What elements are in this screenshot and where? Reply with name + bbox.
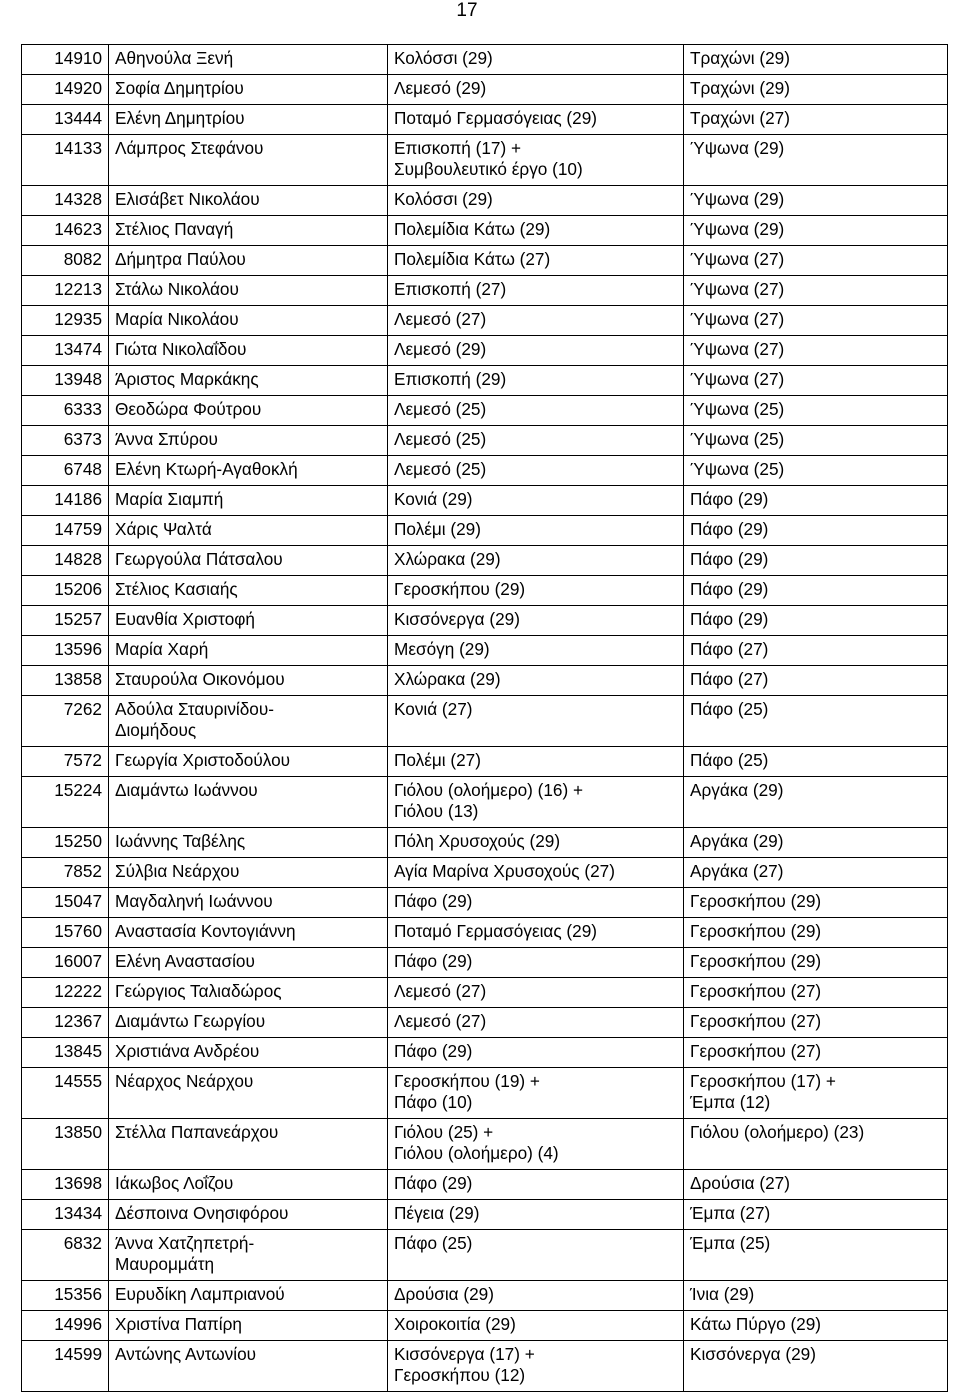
table-row: [22, 978, 948, 1008]
current-school-cell: Λεμεσό (29): [388, 336, 684, 366]
employee-id-cell: 6333: [22, 396, 109, 426]
table-row: [22, 216, 948, 246]
table-row: [22, 105, 948, 135]
teacher-name-cell: Αθηνούλα Ξενή: [109, 45, 388, 75]
new-school-cell: Ύψωνα (27): [684, 246, 948, 276]
current-school-cell: Λεμεσό (27): [388, 978, 684, 1008]
table-row: [22, 1281, 948, 1311]
employee-id-cell: 13948: [22, 366, 109, 396]
new-school-cell: Γιόλου (ολοήμερο) (23): [684, 1119, 948, 1170]
teacher-name-cell: Σταυρούλα Οικονόμου: [109, 666, 388, 696]
employee-id-cell: 12213: [22, 276, 109, 306]
new-school-cell: Γεροσκήπου (29): [684, 948, 948, 978]
teacher-name-cell: Αναστασία Κοντογιάννη: [109, 918, 388, 948]
teacher-name-cell: Ευανθία Χριστοφή: [109, 606, 388, 636]
new-school-cell: Πάφο (29): [684, 516, 948, 546]
current-school-cell: Κολόσσι (29): [388, 186, 684, 216]
table-row: [22, 246, 948, 276]
table-row: [22, 918, 948, 948]
employee-id-cell: 13596: [22, 636, 109, 666]
employee-id-cell: 14133: [22, 135, 109, 186]
new-school-cell: Ύψωνα (25): [684, 396, 948, 426]
teacher-name-cell: Μαρία Νικολάου: [109, 306, 388, 336]
employee-id-cell: 12222: [22, 978, 109, 1008]
employee-id-cell: 7572: [22, 747, 109, 777]
teacher-name-cell: Χριστίνα Παπίρη: [109, 1311, 388, 1341]
table-row: [22, 1230, 948, 1281]
employee-id-cell: 15356: [22, 1281, 109, 1311]
table-row: [22, 1068, 948, 1119]
employee-id-cell: 14920: [22, 75, 109, 105]
teacher-name-cell: Αδούλα Σταυρινίδου- Διομήδους: [109, 696, 388, 747]
employee-id-cell: 14828: [22, 546, 109, 576]
new-school-cell: Ύψωνα (27): [684, 366, 948, 396]
teacher-name-cell: Ελισάβετ Νικολάου: [109, 186, 388, 216]
new-school-cell: Δρούσια (27): [684, 1170, 948, 1200]
new-school-cell: Γεροσκήπου (17) + Έμπα (12): [684, 1068, 948, 1119]
new-school-cell: Γεροσκήπου (27): [684, 978, 948, 1008]
new-school-cell: Κισσόνεργα (29): [684, 1341, 948, 1392]
teacher-name-cell: Δήμητρα Παύλου: [109, 246, 388, 276]
teacher-name-cell: Διαμάντω Ιωάννου: [109, 777, 388, 828]
employee-id-cell: 14759: [22, 516, 109, 546]
teacher-name-cell: Στέλλα Παπανεάρχου: [109, 1119, 388, 1170]
transfer-table: [21, 44, 948, 1392]
teacher-name-cell: Μαγδαληνή Ιωάννου: [109, 888, 388, 918]
employee-id-cell: 13698: [22, 1170, 109, 1200]
employee-id-cell: 8082: [22, 246, 109, 276]
current-school-cell: Κονιά (27): [388, 696, 684, 747]
table-row: [22, 696, 948, 747]
teacher-name-cell: Αντώνης Αντωνίου: [109, 1341, 388, 1392]
employee-id-cell: 15760: [22, 918, 109, 948]
table-row: [22, 135, 948, 186]
table-row: [22, 336, 948, 366]
current-school-cell: Πάφο (25): [388, 1230, 684, 1281]
table-row: [22, 366, 948, 396]
table-row: [22, 858, 948, 888]
teacher-name-cell: Δέσποινα Ονησιφόρου: [109, 1200, 388, 1230]
teacher-name-cell: Ελένη Δημητρίου: [109, 105, 388, 135]
new-school-cell: Ύψωνα (27): [684, 276, 948, 306]
current-school-cell: Αγία Μαρίνα Χρυσοχούς (27): [388, 858, 684, 888]
table-row: [22, 516, 948, 546]
teacher-name-cell: Ελένη Κτωρή-Αγαθοκλή: [109, 456, 388, 486]
table-row: [22, 396, 948, 426]
new-school-cell: Πάφο (29): [684, 606, 948, 636]
current-school-cell: Λεμεσό (25): [388, 396, 684, 426]
table-row: [22, 606, 948, 636]
current-school-cell: Γεροσκήπου (29): [388, 576, 684, 606]
teacher-name-cell: Χάρις Ψαλτά: [109, 516, 388, 546]
table-row: [22, 1170, 948, 1200]
teacher-name-cell: Ιάκωβος Λοΐζου: [109, 1170, 388, 1200]
current-school-cell: Λεμεσό (27): [388, 1008, 684, 1038]
teacher-name-cell: Διαμάντω Γεωργίου: [109, 1008, 388, 1038]
new-school-cell: Πάφο (29): [684, 546, 948, 576]
employee-id-cell: 15250: [22, 828, 109, 858]
new-school-cell: Ύψωνα (29): [684, 186, 948, 216]
current-school-cell: Λεμεσό (29): [388, 75, 684, 105]
new-school-cell: Γεροσκήπου (27): [684, 1038, 948, 1068]
new-school-cell: Αργάκα (29): [684, 777, 948, 828]
employee-id-cell: 15047: [22, 888, 109, 918]
teacher-name-cell: Νέαρχος Νεάρχου: [109, 1068, 388, 1119]
current-school-cell: Γιόλου (25) + Γιόλου (ολοήμερο) (4): [388, 1119, 684, 1170]
employee-id-cell: 13845: [22, 1038, 109, 1068]
new-school-cell: Πάφο (25): [684, 696, 948, 747]
table-row: [22, 1311, 948, 1341]
teacher-name-cell: Άννα Σπύρου: [109, 426, 388, 456]
new-school-cell: Ίνια (29): [684, 1281, 948, 1311]
new-school-cell: Πάφο (29): [684, 486, 948, 516]
teacher-name-cell: Ευρυδίκη Λαμπριανού: [109, 1281, 388, 1311]
employee-id-cell: 16007: [22, 948, 109, 978]
new-school-cell: Ύψωνα (27): [684, 336, 948, 366]
current-school-cell: Πόλη Χρυσοχούς (29): [388, 828, 684, 858]
new-school-cell: Πάφο (29): [684, 576, 948, 606]
employee-id-cell: 15206: [22, 576, 109, 606]
teacher-name-cell: Ιωάννης Ταβέλης: [109, 828, 388, 858]
current-school-cell: Χοιροκοιτία (29): [388, 1311, 684, 1341]
teacher-name-cell: Μαρία Χαρή: [109, 636, 388, 666]
employee-id-cell: 13434: [22, 1200, 109, 1230]
teacher-name-cell: Θεοδώρα Φούτρου: [109, 396, 388, 426]
table-row: [22, 546, 948, 576]
new-school-cell: Γεροσκήπου (27): [684, 1008, 948, 1038]
table-row: [22, 276, 948, 306]
employee-id-cell: 15257: [22, 606, 109, 636]
new-school-cell: Γεροσκήπου (29): [684, 888, 948, 918]
current-school-cell: Πάφο (29): [388, 1170, 684, 1200]
employee-id-cell: 6748: [22, 456, 109, 486]
teacher-name-cell: Γεωργούλα Πάτσαλου: [109, 546, 388, 576]
new-school-cell: Έμπα (25): [684, 1230, 948, 1281]
new-school-cell: Τραχώνι (29): [684, 45, 948, 75]
new-school-cell: Έμπα (27): [684, 1200, 948, 1230]
table-row: [22, 426, 948, 456]
current-school-cell: Γεροσκήπου (19) + Πάφο (10): [388, 1068, 684, 1119]
employee-id-cell: 14186: [22, 486, 109, 516]
new-school-cell: Πάφο (27): [684, 666, 948, 696]
teacher-name-cell: Άριστος Μαρκάκης: [109, 366, 388, 396]
current-school-cell: Λεμεσό (25): [388, 456, 684, 486]
employee-id-cell: 13444: [22, 105, 109, 135]
teacher-name-cell: Γιώτα Νικολαΐδου: [109, 336, 388, 366]
employee-id-cell: 7262: [22, 696, 109, 747]
employee-id-cell: 12935: [22, 306, 109, 336]
new-school-cell: Τραχώνι (27): [684, 105, 948, 135]
new-school-cell: Αργάκα (29): [684, 828, 948, 858]
current-school-cell: Πέγεια (29): [388, 1200, 684, 1230]
current-school-cell: Πολεμίδια Κάτω (27): [388, 246, 684, 276]
new-school-cell: Ύψωνα (27): [684, 306, 948, 336]
current-school-cell: Πάφο (29): [388, 1038, 684, 1068]
employee-id-cell: 6832: [22, 1230, 109, 1281]
new-school-cell: Ύψωνα (29): [684, 216, 948, 246]
page-number: 17: [456, 0, 478, 21]
current-school-cell: Κισσόνεργα (17) + Γεροσκήπου (12): [388, 1341, 684, 1392]
current-school-cell: Γιόλου (ολοήμερο) (16) + Γιόλου (13): [388, 777, 684, 828]
new-school-cell: Γεροσκήπου (29): [684, 918, 948, 948]
employee-id-cell: 14996: [22, 1311, 109, 1341]
teacher-name-cell: Γεωργία Χριστοδούλου: [109, 747, 388, 777]
current-school-cell: Χλώρακα (29): [388, 546, 684, 576]
employee-id-cell: 15224: [22, 777, 109, 828]
table-row: [22, 777, 948, 828]
current-school-cell: Κονιά (29): [388, 486, 684, 516]
employee-id-cell: 12367: [22, 1008, 109, 1038]
table-row: [22, 1008, 948, 1038]
table-row: [22, 576, 948, 606]
table-row: [22, 828, 948, 858]
teacher-name-cell: Στέλιος Κασιαής: [109, 576, 388, 606]
current-school-cell: Χλώρακα (29): [388, 666, 684, 696]
table-row: [22, 75, 948, 105]
current-school-cell: Πάφο (29): [388, 948, 684, 978]
teacher-name-cell: Μαρία Σιαμπή: [109, 486, 388, 516]
current-school-cell: Λεμεσό (25): [388, 426, 684, 456]
table-row: [22, 888, 948, 918]
employee-id-cell: 6373: [22, 426, 109, 456]
employee-id-cell: 14599: [22, 1341, 109, 1392]
employee-id-cell: 13850: [22, 1119, 109, 1170]
table-row: [22, 666, 948, 696]
teacher-name-cell: Λάμπρος Στεφάνου: [109, 135, 388, 186]
teacher-name-cell: Σύλβια Νεάρχου: [109, 858, 388, 888]
table-row: [22, 747, 948, 777]
new-school-cell: Πάφο (25): [684, 747, 948, 777]
table-body: [22, 45, 948, 1392]
teacher-name-cell: Σοφία Δημητρίου: [109, 75, 388, 105]
current-school-cell: Μεσόγη (29): [388, 636, 684, 666]
current-school-cell: Επισκοπή (27): [388, 276, 684, 306]
employee-id-cell: 14328: [22, 186, 109, 216]
current-school-cell: Ποταμό Γερμασόγειας (29): [388, 918, 684, 948]
new-school-cell: Ύψωνα (25): [684, 456, 948, 486]
table-row: [22, 1200, 948, 1230]
current-school-cell: Λεμεσό (27): [388, 306, 684, 336]
table-row: [22, 948, 948, 978]
current-school-cell: Επισκοπή (17) + Συμβουλευτικό έργο (10): [388, 135, 684, 186]
table-row: [22, 1038, 948, 1068]
employee-id-cell: 14910: [22, 45, 109, 75]
employee-id-cell: 14555: [22, 1068, 109, 1119]
teacher-name-cell: Στέλιος Παναγή: [109, 216, 388, 246]
new-school-cell: Κάτω Πύργο (29): [684, 1311, 948, 1341]
teacher-name-cell: Χριστιάνα Ανδρέου: [109, 1038, 388, 1068]
current-school-cell: Κολόσσι (29): [388, 45, 684, 75]
table-row: [22, 306, 948, 336]
employee-id-cell: 7852: [22, 858, 109, 888]
employee-id-cell: 13858: [22, 666, 109, 696]
teacher-name-cell: Στάλω Νικολάου: [109, 276, 388, 306]
current-school-cell: Επισκοπή (29): [388, 366, 684, 396]
new-school-cell: Ύψωνα (25): [684, 426, 948, 456]
table-row: [22, 1341, 948, 1392]
current-school-cell: Πολέμι (27): [388, 747, 684, 777]
teacher-name-cell: Γεώργιος Ταλιαδώρος: [109, 978, 388, 1008]
table-row: [22, 45, 948, 75]
new-school-cell: Αργάκα (27): [684, 858, 948, 888]
table-row: [22, 1119, 948, 1170]
teacher-name-cell: Ελένη Αναστασίου: [109, 948, 388, 978]
current-school-cell: Κισσόνεργα (29): [388, 606, 684, 636]
table-row: [22, 486, 948, 516]
teacher-name-cell: Άννα Χατζηπετρή- Μαυρομμάτη: [109, 1230, 388, 1281]
table-row: [22, 456, 948, 486]
current-school-cell: Δρούσια (29): [388, 1281, 684, 1311]
employee-id-cell: 14623: [22, 216, 109, 246]
current-school-cell: Ποταμό Γερμασόγειας (29): [388, 105, 684, 135]
new-school-cell: Ύψωνα (29): [684, 135, 948, 186]
table-row: [22, 636, 948, 666]
table-row: [22, 186, 948, 216]
employee-id-cell: 13474: [22, 336, 109, 366]
current-school-cell: Πάφο (29): [388, 888, 684, 918]
current-school-cell: Πολεμίδια Κάτω (29): [388, 216, 684, 246]
new-school-cell: Τραχώνι (29): [684, 75, 948, 105]
new-school-cell: Πάφο (27): [684, 636, 948, 666]
current-school-cell: Πολέμι (29): [388, 516, 684, 546]
